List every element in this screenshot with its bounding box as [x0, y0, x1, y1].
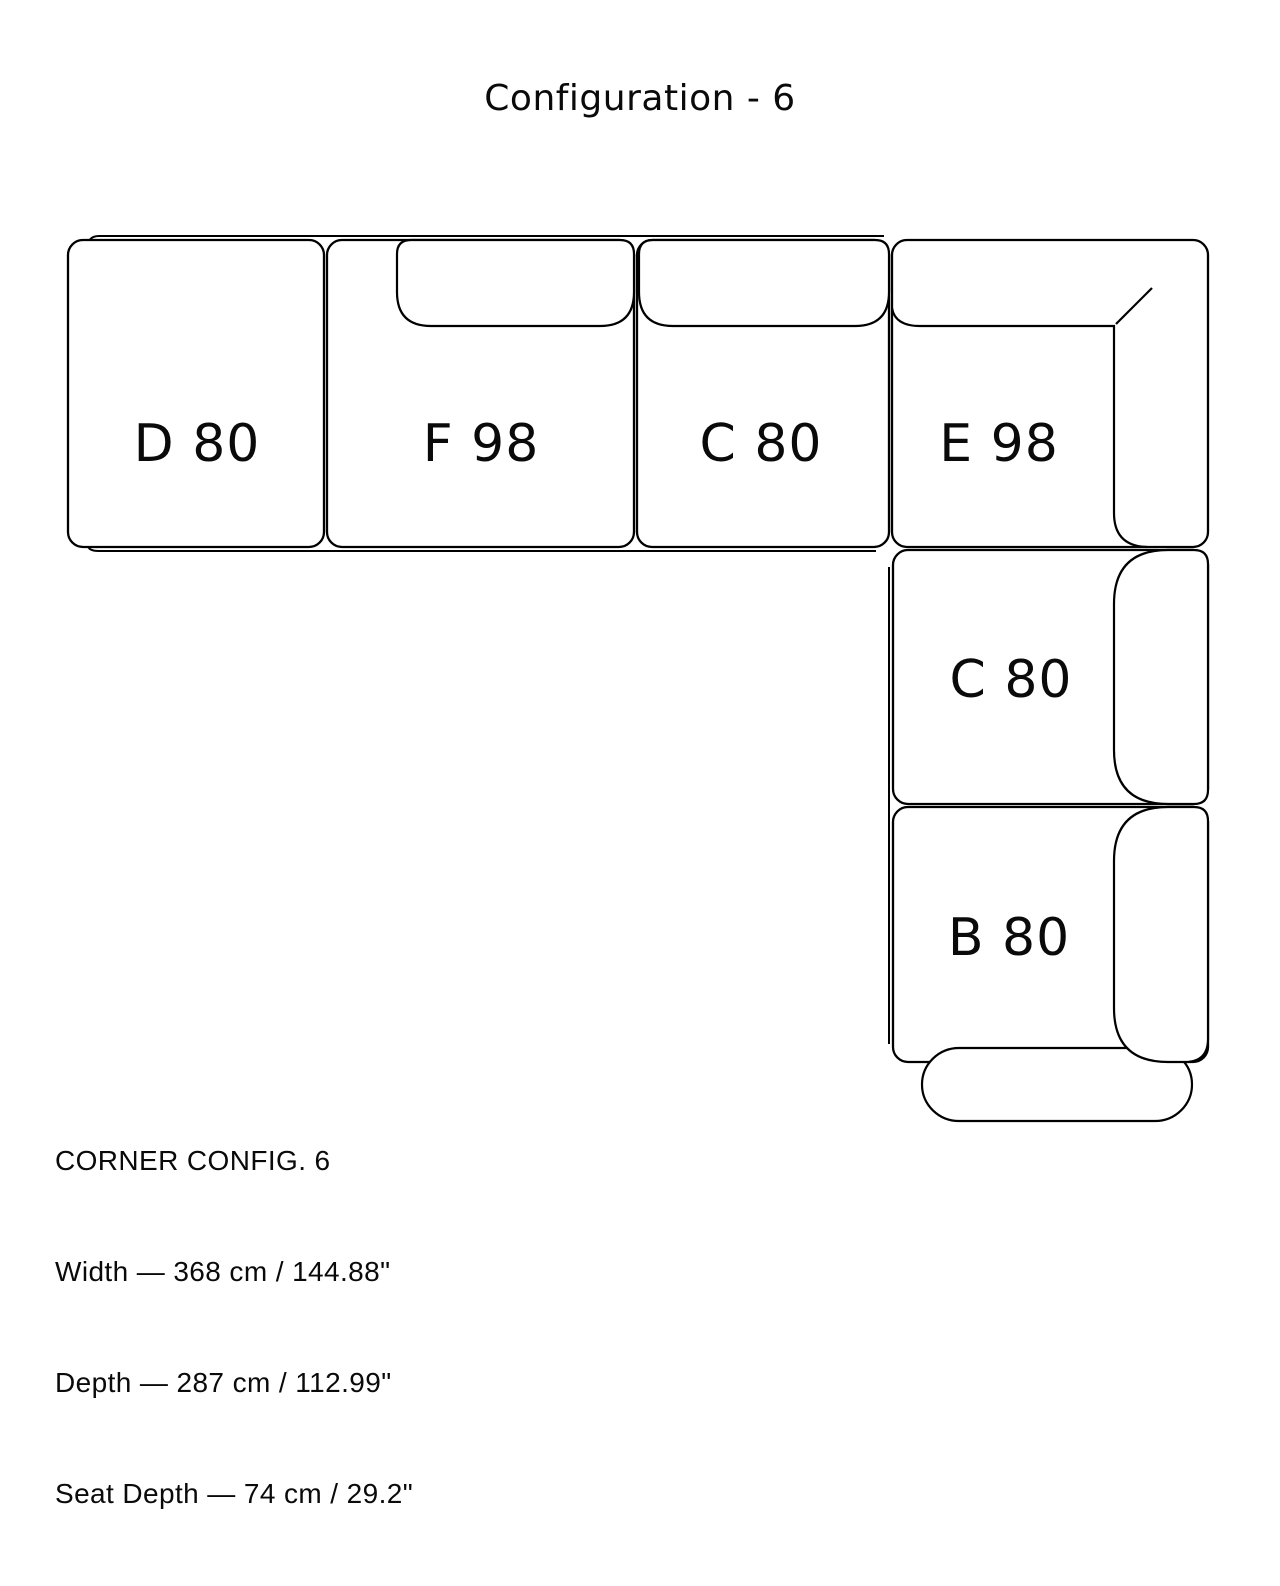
- spec-line-depth: Depth — 287 cm / 112.99": [55, 1367, 392, 1398]
- module-c80-side-label: C 80: [949, 650, 1073, 710]
- spec-line-seat-depth: Seat Depth — 74 cm / 29.2": [55, 1478, 414, 1509]
- module-e98-corner-outline: [892, 240, 1208, 547]
- module-b80-label: B 80: [947, 908, 1071, 968]
- module-d80-label: D 80: [133, 414, 261, 474]
- cushion-c80-side: [1114, 550, 1208, 804]
- spec-block: [55, 1068, 413, 1586]
- module-e98-label: E 98: [939, 414, 1059, 474]
- cushion-b80-side: [1114, 807, 1208, 1062]
- cushion-c80-top: [639, 240, 889, 326]
- cushion-f98: [397, 240, 634, 326]
- spec-line-width: Width — 368 cm / 144.88": [55, 1256, 391, 1287]
- spec-heading: CORNER CONFIG. 6: [55, 1145, 331, 1176]
- module-c80-top-label: C 80: [699, 414, 823, 474]
- module-f98-label: F 98: [422, 414, 540, 474]
- module-d80-outline: [68, 240, 324, 547]
- page-title: Configuration - 6: [484, 78, 796, 119]
